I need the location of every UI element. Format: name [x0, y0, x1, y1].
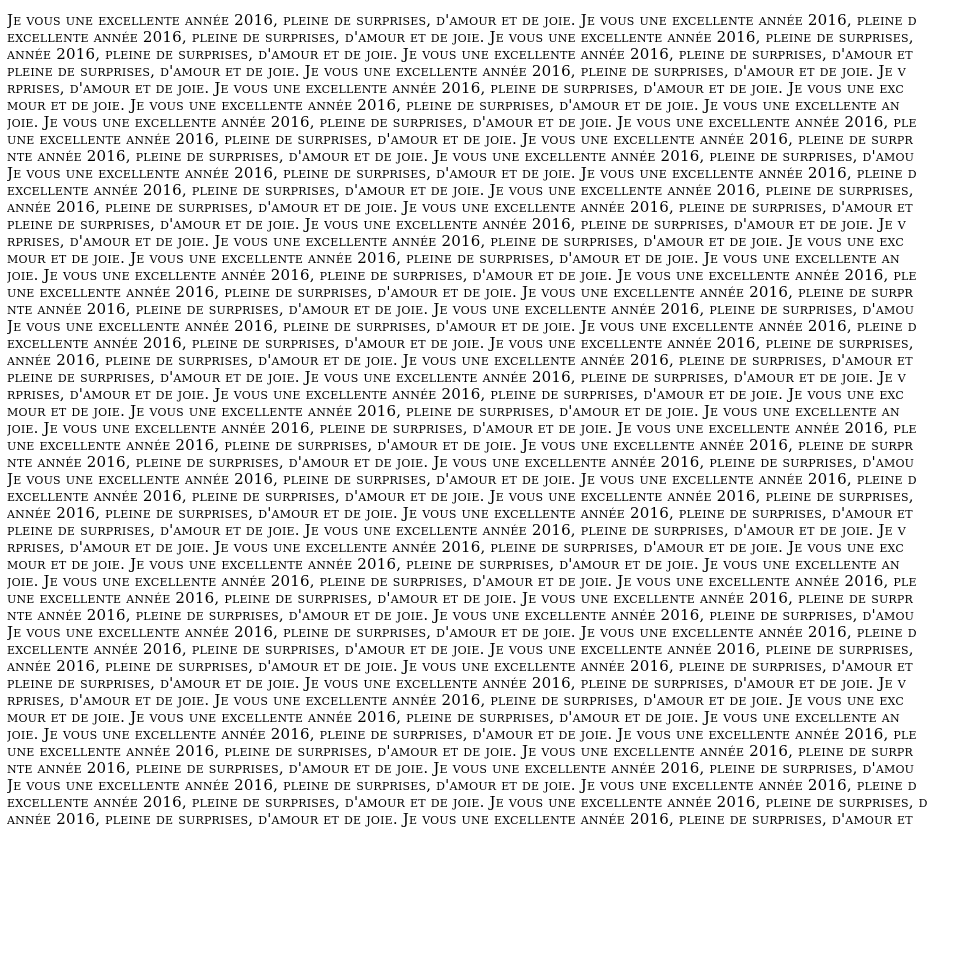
text-line: pleine de surprises, d'amour et de joie. Je vous une excellente année 2016, pleine de surprises, d'amour et de joie. Je v [7, 675, 906, 692]
text-line: rprises, d'amour et de joie. Je vous une excellente année 2016, pleine de surprises, d'amour et de joie. Je vous une exc [7, 692, 905, 709]
text-line: excellente année 2016, pleine de surprises, d'amour et de joie. Je vous une excellente année 2016, pleine de surprises, [7, 182, 914, 199]
text-line: pleine de surprises, d'amour et de joie. Je vous une excellente année 2016, pleine de surprises, d'amour et de joie. Je v [7, 522, 906, 539]
text-line: une excellente année 2016, pleine de surprises, d'amour et de joie. Je vous une excellente année 2016, pleine de surpr [7, 437, 913, 454]
text-line: année 2016, pleine de surprises, d'amour et de joie. Je vous une excellente année 2016, pleine de surprises, d'amour et [7, 505, 913, 522]
text-line: excellente année 2016, pleine de surprises, d'amour et de joie. Je vous une excellente année 2016, pleine de surprises, [7, 335, 914, 352]
text-line: mour et de joie. Je vous une excellente année 2016, pleine de surprises, d'amour et de joie. Je vous une excellente an [7, 97, 900, 114]
text-line: Je vous une excellente année 2016, pleine de surprises, d'amour et de joie. Je vous une excellente année 2016, pleine d [7, 318, 917, 335]
text-line: mour et de joie. Je vous une excellente année 2016, pleine de surprises, d'amour et de joie. Je vous une excellente an [7, 709, 900, 726]
text-line: rprises, d'amour et de joie. Je vous une excellente année 2016, pleine de surprises, d'amour et de joie. Je vous une exc [7, 233, 905, 250]
text-line: une excellente année 2016, pleine de surprises, d'amour et de joie. Je vous une excellente année 2016, pleine de surpr [7, 743, 913, 760]
text-lines [7, 12, 980, 828]
text-line: excellente année 2016, pleine de surprises, d'amour et de joie. Je vous une excellente année 2016, pleine de surprises, [7, 488, 914, 505]
text-line: Je vous une excellente année 2016, pleine de surprises, d'amour et de joie. Je vous une excellente année 2016, pleine d [7, 471, 917, 488]
text-line: pleine de surprises, d'amour et de joie. Je vous une excellente année 2016, pleine de surprises, d'amour et de joie. Je v [7, 216, 906, 233]
text-line: pleine de surprises, d'amour et de joie. Je vous une excellente année 2016, pleine de surprises, d'amour et de joie. Je v [7, 369, 906, 386]
text-line: joie. Je vous une excellente année 2016, pleine de surprises, d'amour et de joie. Je vous une excellente année 2016, ple [7, 726, 917, 743]
text-line: Je vous une excellente année 2016, pleine de surprises, d'amour et de joie. Je vous une excellente année 2016, pleine d [7, 165, 917, 182]
text-line: une excellente année 2016, pleine de surprises, d'amour et de joie. Je vous une excellente année 2016, pleine de surpr [7, 131, 913, 148]
text-line: une excellente année 2016, pleine de surprises, d'amour et de joie. Je vous une excellente année 2016, pleine de surpr [7, 284, 913, 301]
text-line: joie. Je vous une excellente année 2016, pleine de surprises, d'amour et de joie. Je vous une excellente année 2016, ple [7, 114, 917, 131]
text-line: année 2016, pleine de surprises, d'amour et de joie. Je vous une excellente année 2016, pleine de surprises, d'amour et [7, 46, 913, 63]
text-line: excellente année 2016, pleine de surprises, d'amour et de joie. Je vous une excellente année 2016, pleine de surprises, d [7, 794, 928, 811]
text-line: mour et de joie. Je vous une excellente année 2016, pleine de surprises, d'amour et de joie. Je vous une excellente an [7, 250, 900, 267]
text-line: rprises, d'amour et de joie. Je vous une excellente année 2016, pleine de surprises, d'amour et de joie. Je vous une exc [7, 539, 905, 556]
text-line: excellente année 2016, pleine de surprises, d'amour et de joie. Je vous une excellente année 2016, pleine de surprises, [7, 641, 914, 658]
text-line: nte année 2016, pleine de surprises, d'amour et de joie. Je vous une excellente année 2016, pleine de surprises, d'amou [7, 760, 915, 777]
text-line: année 2016, pleine de surprises, d'amour et de joie. Je vous une excellente année 2016, pleine de surprises, d'amour et [7, 199, 913, 216]
text-line: Je vous une excellente année 2016, pleine de surprises, d'amour et de joie. Je vous une excellente année 2016, pleine d [7, 12, 917, 29]
text-line: une excellente année 2016, pleine de surprises, d'amour et de joie. Je vous une excellente année 2016, pleine de surpr [7, 590, 913, 607]
text-line: nte année 2016, pleine de surprises, d'amour et de joie. Je vous une excellente année 2016, pleine de surprises, d'amou [7, 301, 915, 318]
text-line: rprises, d'amour et de joie. Je vous une excellente année 2016, pleine de surprises, d'amour et de joie. Je vous une exc [7, 80, 905, 97]
text-line: pleine de surprises, d'amour et de joie. Je vous une excellente année 2016, pleine de surprises, d'amour et de joie. Je v [7, 63, 906, 80]
text-line: joie. Je vous une excellente année 2016, pleine de surprises, d'amour et de joie. Je vous une excellente année 2016, ple [7, 573, 917, 590]
text-line: année 2016, pleine de surprises, d'amour et de joie. Je vous une excellente année 2016, pleine de surprises, d'amour et [7, 352, 913, 369]
text-line: nte année 2016, pleine de surprises, d'amour et de joie. Je vous une excellente année 2016, pleine de surprises, d'amou [7, 607, 915, 624]
text-line: nte année 2016, pleine de surprises, d'amour et de joie. Je vous une excellente année 2016, pleine de surprises, d'amou [7, 454, 915, 471]
text-line: excellente année 2016, pleine de surprises, d'amour et de joie. Je vous une excellente année 2016, pleine de surprises, [7, 29, 914, 46]
text-line: année 2016, pleine de surprises, d'amour et de joie. Je vous une excellente année 2016, pleine de surprises, d'amour et [7, 811, 913, 828]
text-line: mour et de joie. Je vous une excellente année 2016, pleine de surprises, d'amour et de joie. Je vous une excellente an [7, 403, 900, 420]
text-line: Je vous une excellente année 2016, pleine de surprises, d'amour et de joie. Je vous une excellente année 2016, pleine d [7, 624, 917, 641]
text-line: mour et de joie. Je vous une excellente année 2016, pleine de surprises, d'amour et de joie. Je vous une excellente an [7, 556, 900, 573]
text-line: rprises, d'amour et de joie. Je vous une excellente année 2016, pleine de surprises, d'amour et de joie. Je vous une exc [7, 386, 905, 403]
text-line: joie. Je vous une excellente année 2016, pleine de surprises, d'amour et de joie. Je vous une excellente année 2016, ple [7, 420, 917, 437]
text-line: nte année 2016, pleine de surprises, d'amour et de joie. Je vous une excellente année 2016, pleine de surprises, d'amou [7, 148, 915, 165]
text-line: année 2016, pleine de surprises, d'amour et de joie. Je vous une excellente année 2016, pleine de surprises, d'amour et [7, 658, 913, 675]
text-line: Je vous une excellente année 2016, pleine de surprises, d'amour et de joie. Je vous une excellente année 2016, pleine d [7, 777, 917, 794]
text-line: joie. Je vous une excellente année 2016, pleine de surprises, d'amour et de joie. Je vous une excellente année 2016, ple [7, 267, 917, 284]
